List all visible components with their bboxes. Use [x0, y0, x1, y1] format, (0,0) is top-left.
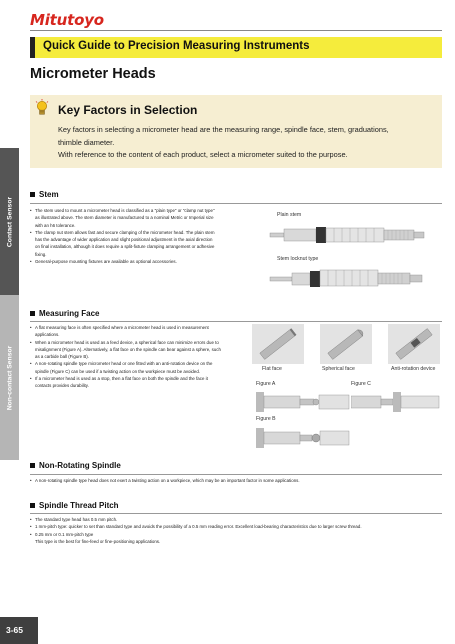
side-tab-contact-sensor[interactable]: [0, 148, 19, 295]
key-factors-title: Key Factors in Selection: [58, 103, 198, 117]
stem-bullets: [30, 207, 252, 265]
list-item: • The stem used to mount a micrometer head is classified as a "plain type" or "clamp nut type" as illustrated above. The stem diameter is manufactured to a nominal Metric or Imperial size with an h6 tolerance.: [30, 207, 252, 229]
section-heading-stem: Stem: [30, 190, 59, 199]
list-item: • General-purpose mounting fixtures are available as optional accessories.: [30, 258, 252, 265]
side-tab-label: Contact Sensor: [6, 196, 13, 247]
locknut-stem-caption: Stem locknut type: [277, 256, 319, 262]
figure-c-diagram: [351, 389, 441, 415]
figure-b-caption: Figure B: [256, 416, 276, 422]
section-heading-non-rotating-spindle: Non-Rotating Spindle: [30, 461, 121, 470]
key-factors-line: With reference to the content of each product, select a micrometer suited to the purpose.: [58, 150, 348, 159]
list-item: • The standard type head has 0.5 mm pitch.: [30, 516, 442, 523]
page-number: 3-65: [6, 625, 24, 635]
figure-c-caption: Figure C: [351, 381, 371, 387]
plain-stem-caption: Plain stem: [277, 212, 302, 218]
page-number-tab: [0, 617, 38, 644]
brand-logo: Mitutoyo: [30, 11, 104, 29]
list-item: • A non-rotating spindle type head does not exert a twisting action on a workpiece, which may be an important factor in some applications.: [30, 477, 442, 484]
section-heading-measuring-face: Measuring Face: [30, 309, 99, 318]
list-item: • 0.25 mm or 0.1 mm-pitch type This type is the best for fine-feed or fine-positioning applications.: [30, 531, 442, 546]
list-item: • If a micrometer head is used as a stop, then a flat face on both the spindle and the face it contacts provides durability.: [30, 375, 256, 390]
page-title: Micrometer Heads: [30, 66, 156, 82]
header-rule: [30, 30, 442, 31]
anti-rotation-caption: Anti-rotation device: [391, 366, 436, 372]
spherical-face-caption: Spherical face: [322, 366, 355, 372]
side-tab-non-contact-sensor[interactable]: [0, 295, 19, 460]
list-item: • A flat measuring face is often specified where a micrometer head is used in measurement applications.: [30, 324, 256, 339]
key-factors-line: Key factors in selecting a micrometer head are the measuring range, spindle face, stem, graduations,: [58, 125, 389, 134]
thread-pitch-bullets: [30, 516, 442, 545]
figure-b-diagram: [256, 424, 351, 452]
section-rule: [30, 513, 442, 514]
locknut-stem-micrometer-image: [268, 264, 438, 294]
section-heading-spindle-thread-pitch: Spindle Thread Pitch: [30, 501, 119, 510]
list-item: • 1 mm-pitch type: quicker to set than standard type and avoids the possibility of a 0.5 mm reading error. Excellent load-bearing characteristics due to larger screw thread.: [30, 523, 442, 530]
measuring-face-bullets: [30, 324, 256, 390]
non-rotating-bullets: [30, 477, 442, 484]
list-item: • A non-rotating spindle type micrometer head or one fitted with an anti-rotation device on the spindle (Figure C) can be used if a twisting action on the workpiece must be avoided.: [30, 360, 256, 375]
square-bullet-icon: [30, 463, 35, 468]
list-item: • The clamp nut stem allows fast and secure clamping of the micrometer head. The plain stem has the advantage of wider application and slight positional adjustment in the axial direction on final installation, although it does require a split-fixture clamping arrangement or adhesive fixing.: [30, 229, 252, 258]
square-bullet-icon: [30, 192, 35, 197]
guide-title: Quick Guide to Precision Measuring Instruments: [43, 40, 310, 52]
figure-a-diagram: [256, 389, 351, 415]
figure-a-caption: Figure A: [256, 381, 276, 387]
section-rule: [30, 474, 442, 475]
section-rule: [30, 203, 442, 204]
guide-bar-stripe: [30, 37, 35, 58]
square-bullet-icon: [30, 503, 35, 508]
key-factors-text: [58, 124, 438, 162]
plain-stem-micrometer-image: [268, 222, 438, 250]
side-tab-label: Non-contact Sensor: [6, 345, 13, 410]
square-bullet-icon: [30, 311, 35, 316]
flat-face-caption: Flat face: [262, 366, 282, 372]
key-factors-box: [30, 95, 442, 168]
guide-header-bar: [30, 37, 442, 58]
lightbulb-icon: [35, 99, 49, 117]
spindle-face-photos: [252, 324, 442, 364]
list-item: • When a micrometer head is used as a feed device, a spherical face can minimize errors due to misalignment (Figure A). Alternatively, a flat face on the spindle can bear against a sphere, such as a carbide ball (Figure B).: [30, 339, 256, 361]
section-rule: [30, 321, 442, 322]
key-factors-line: thimble diameter.: [58, 137, 115, 147]
